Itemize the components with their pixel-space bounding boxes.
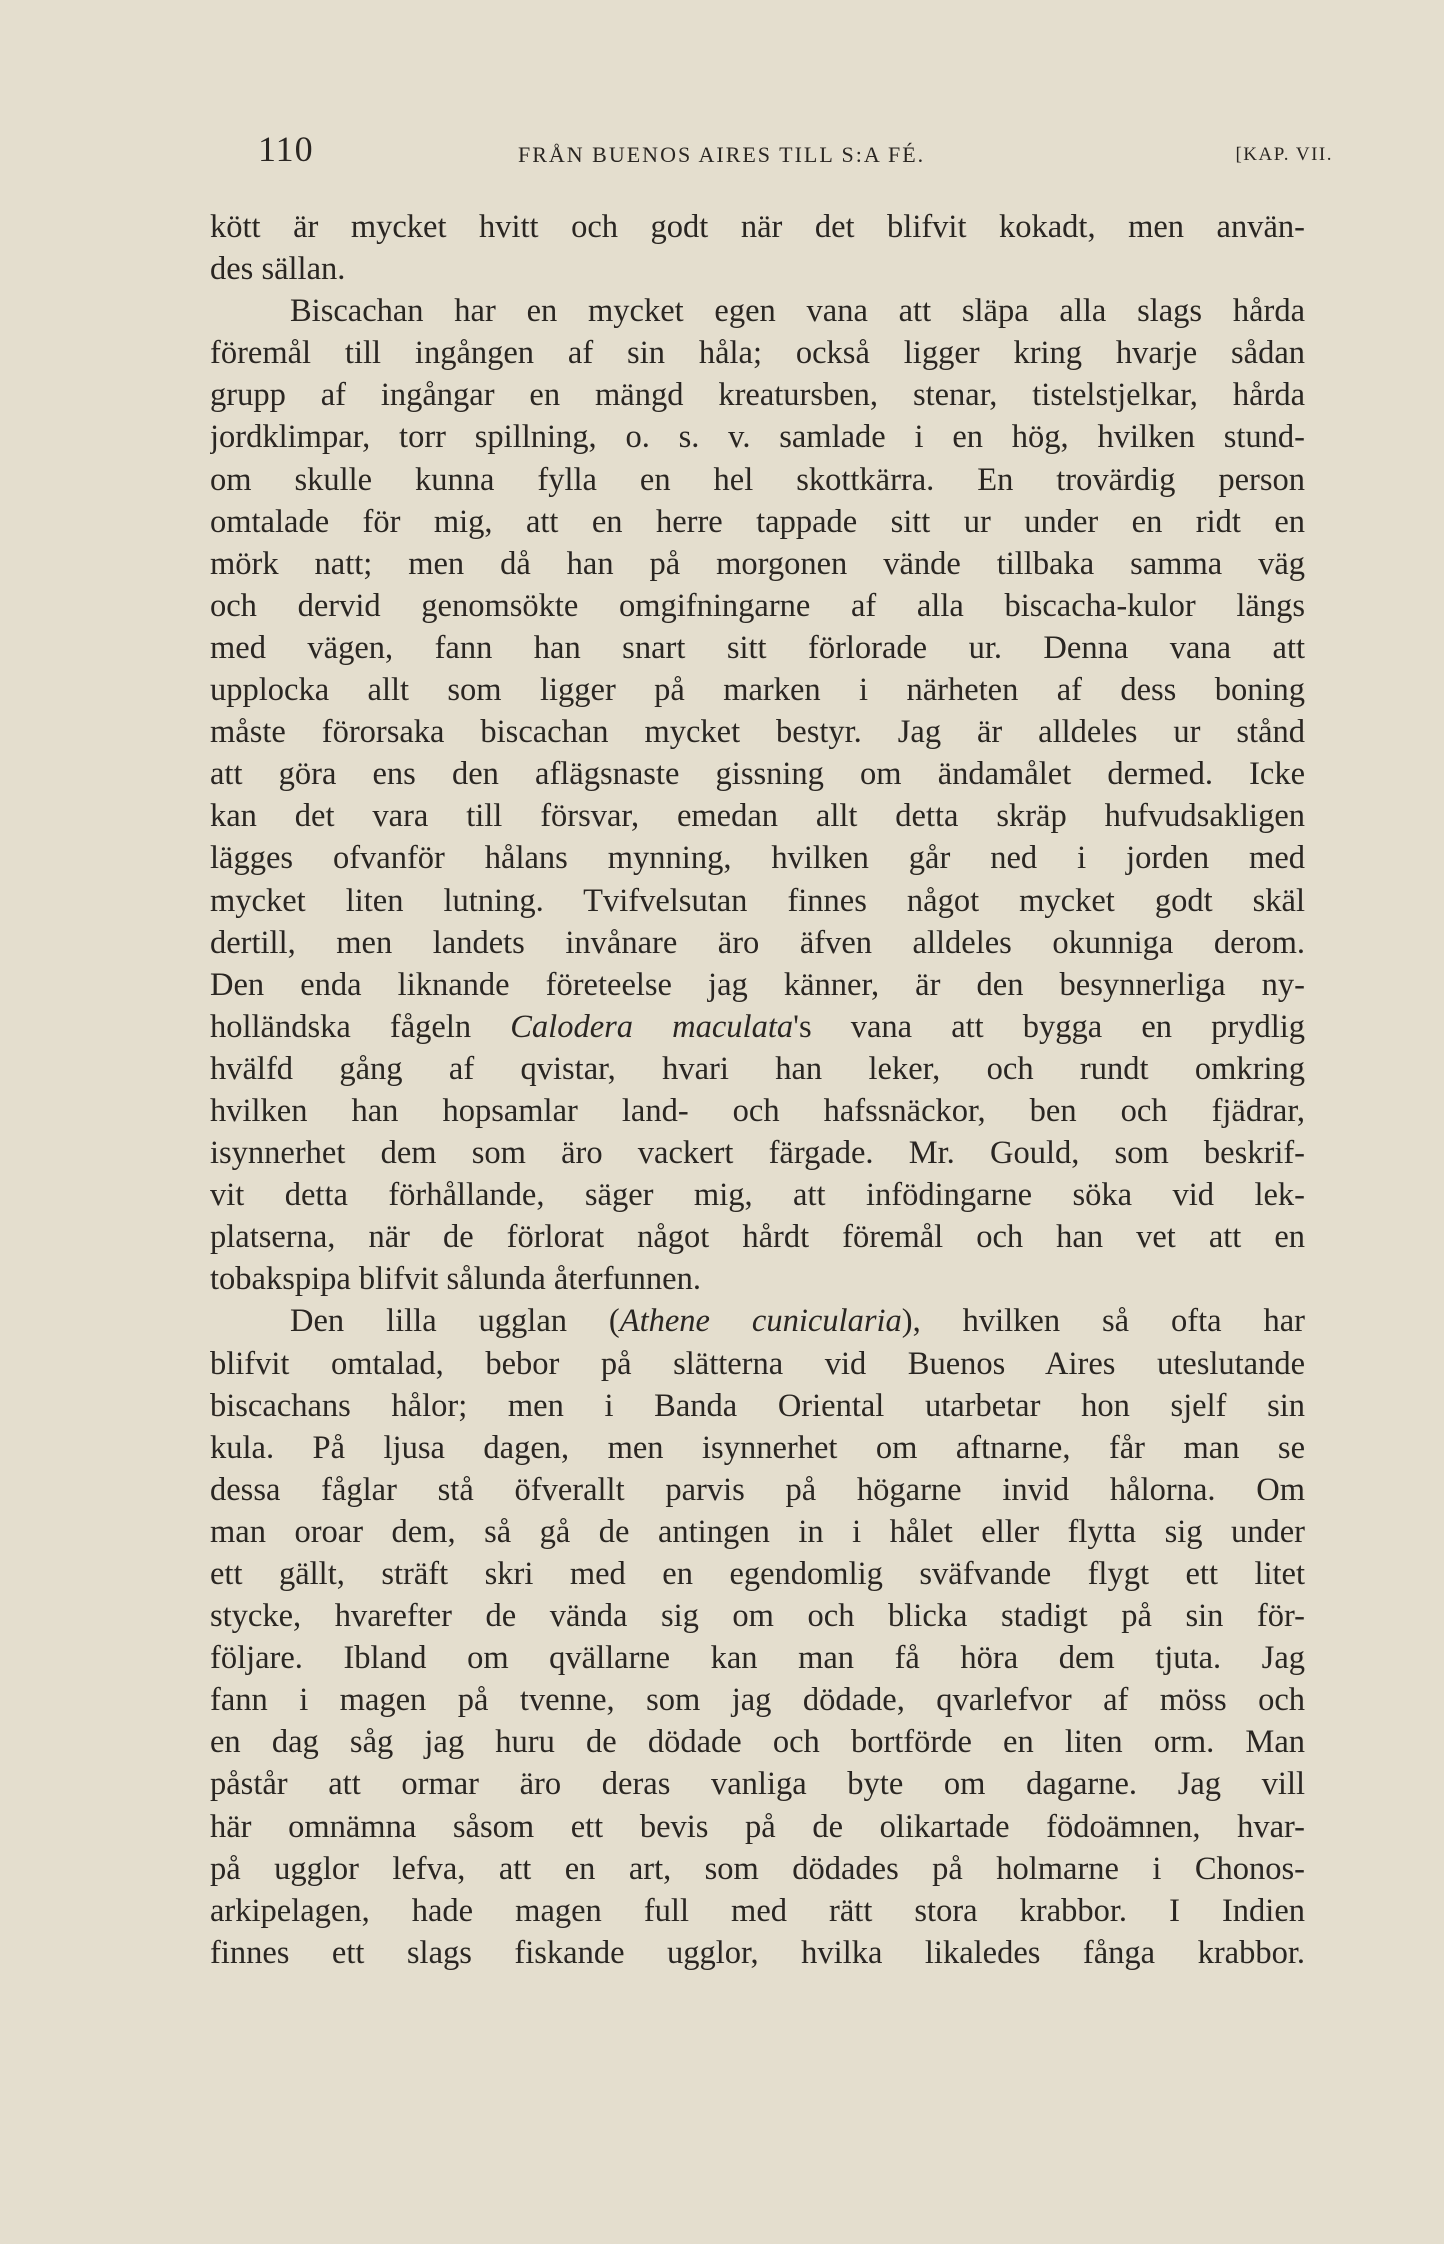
text-line: dertill, men landets invånare äro äfven alldeles okunniga derom. <box>210 924 1305 961</box>
text-line-mixed <box>210 1300 1305 1342</box>
text-line: blifvit omtalad, bebor på slätterna vid Buenos Aires uteslutande <box>210 1345 1305 1382</box>
text-line: man oroar dem, så gå de antingen in i hålet eller flytta sig under <box>210 1513 1305 1550</box>
species-name: Athene cunicularia <box>619 1303 902 1340</box>
body-text <box>210 206 1305 1974</box>
text-line: omtalade för mig, att en herre tappade sitt ur under en ridt en <box>210 503 1305 540</box>
text-line: hvilken han hopsamlar land- och hafssnäckor, ben och fjädrar, <box>210 1092 1305 1129</box>
text-line: stycke, hvarefter de vända sig om och blicka stadigt på sin för- <box>210 1598 1305 1635</box>
text-segment: ), hvilken så ofta har <box>901 1303 1305 1340</box>
text-line: upplocka allt som ligger på marken i närheten af dess boning <box>210 672 1305 709</box>
text-line: platserna, när de förlorat något hårdt föremål och han vet att en <box>210 1219 1305 1256</box>
text-line: om skulle kunna fylla en hel skottkärra. En trovärdig person <box>210 461 1305 498</box>
text-line: hvälfd gång af qvistar, hvari han leker, och rundt omkring <box>210 1050 1305 1087</box>
text-line: kula. På ljusa dagen, men isynnerhet om aftnarne, får man se <box>210 1429 1305 1466</box>
paragraph-1 <box>210 206 1305 290</box>
species-name: Calodera maculata <box>510 1008 794 1045</box>
text-line: Den enda liknande företeelse jag känner, är den besynnerliga ny- <box>210 966 1305 1003</box>
text-line: på ugglor lefva, att en art, som dödades på holmarne i Chonos- <box>210 1850 1305 1887</box>
text-line: fann i magen på tvenne, som jag dödade, qvarlefvor af möss och <box>210 1682 1305 1719</box>
text-line: att göra ens den aflägsnaste gissning om ändamålet dermed. Icke <box>210 756 1305 793</box>
text-line: dessa fåglar stå öfverallt parvis på högarne invid hålorna. Om <box>210 1471 1305 1508</box>
text-line: finnes ett slags fiskande ugglor, hvilka likaledes fånga krabbor. <box>210 1934 1305 1971</box>
text-line: mörk natt; men då han på morgonen vände tillbaka samma väg <box>210 545 1305 582</box>
text-line: och dervid genomsökte omgifningarne af alla biscacha-kulor längs <box>210 587 1305 624</box>
running-head: FRÅN BUENOS AIRES TILL S:A FÉ. <box>518 142 926 167</box>
text-line: vit detta förhållande, säger mig, att infödingarne söka vid lek- <box>210 1177 1305 1214</box>
chapter-reference: [KAP. VII. <box>1235 144 1333 165</box>
text-line: måste förorsaka biscachan mycket bestyr. Jag är alldeles ur stånd <box>210 714 1305 751</box>
paragraph-3 <box>210 1300 1305 1974</box>
text-line: mycket liten lutning. Tvifvelsutan finnes något mycket godt skäl <box>210 882 1305 919</box>
text-line: Biscachan har en mycket egen vana att släpa alla slags hårda <box>290 293 1305 330</box>
text-line: lägges ofvanför hålans mynning, hvilken går ned i jorden med <box>210 840 1305 877</box>
text-line: tobakspipa blifvit sålunda återfunnen. <box>210 1261 701 1298</box>
text-line: påstår att ormar äro deras vanliga byte om dagarne. Jag vill <box>210 1766 1305 1803</box>
paragraph-2 <box>210 290 1305 1300</box>
text-segment: Den lilla ugglan ( <box>290 1303 620 1340</box>
text-line: isynnerhet dem som äro vackert färgade. Mr. Gould, som beskrif- <box>210 1135 1305 1172</box>
text-segment: 's vana att bygga en prydlig <box>793 1008 1305 1045</box>
text-line: ett gällt, sträft skri med en egendomlig sväfvande flygt ett litet <box>210 1556 1305 1592</box>
text-line: arkipelagen, hade magen full med rätt stora krabbor. I Indien <box>210 1892 1305 1929</box>
text-line: föremål till ingången af sin håla; också ligger kring hvarje sådan <box>210 335 1305 372</box>
text-segment: holländska fågeln <box>210 1008 511 1045</box>
text-line: biscachans hålor; men i Banda Oriental utarbetar hon sjelf sin <box>210 1387 1305 1424</box>
text-line: jordklimpar, torr spillning, o. s. v. samlade i en hög, hvilken stund- <box>210 419 1305 456</box>
text-line: grupp af ingångar en mängd kreatursben, stenar, tistelstjelkar, hårda <box>210 377 1305 414</box>
text-line-mixed <box>210 1006 1305 1048</box>
text-line: med vägen, fann han snart sitt förlorade ur. Denna vana att <box>210 629 1305 666</box>
text-line: kött är mycket hvitt och godt när det blifvit kokadt, men använ- <box>210 209 1305 245</box>
text-line: kan det vara till försvar, emedan allt detta skräp hufvudsakligen <box>210 798 1305 835</box>
text-line: här omnämna såsom ett bevis på de olikartade födoämnen, hvar- <box>210 1808 1305 1845</box>
page-header <box>258 128 1333 178</box>
text-line: des sällan. <box>210 251 346 288</box>
page-number: 110 <box>258 129 314 169</box>
text-line: följare. Ibland om qvällarne kan man få höra dem tjuta. Jag <box>210 1640 1305 1677</box>
text-line: en dag såg jag huru de dödade och bortförde en liten orm. Man <box>210 1724 1305 1761</box>
